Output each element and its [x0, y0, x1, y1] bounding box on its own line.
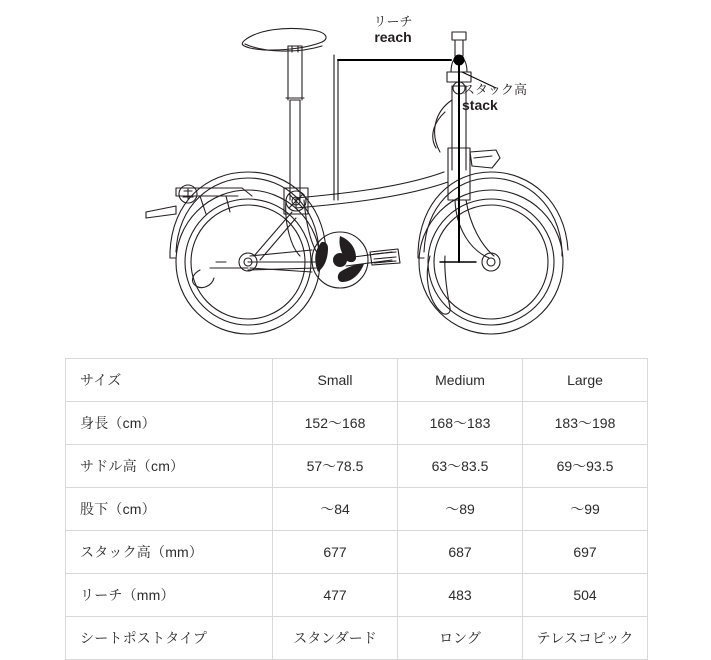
- table-row: [66, 617, 648, 660]
- handlebar-and-fork: [433, 32, 500, 258]
- row-label: サドル高（cm）: [66, 445, 273, 488]
- table-row: [66, 531, 648, 574]
- stack-annotation: [462, 82, 582, 114]
- reach-annotation: [338, 14, 448, 46]
- frame: [210, 100, 448, 270]
- table-header-large: Large: [523, 359, 648, 402]
- row-value: テレスコピック: [523, 617, 648, 660]
- reach-annotation-en: reach: [374, 29, 412, 46]
- rear-hub-detail: [193, 262, 226, 288]
- reach-annotation-jp: リーチ: [373, 14, 413, 29]
- row-value: ロング: [398, 617, 523, 660]
- table-row: [66, 574, 648, 617]
- row-label: 股下（cm）: [66, 488, 273, 531]
- table-row: [66, 445, 648, 488]
- row-value: スタンダード: [273, 617, 398, 660]
- measurement-origin-dot: [454, 55, 465, 66]
- row-value: 〜99: [523, 488, 648, 531]
- row-label: 身長（cm）: [66, 402, 273, 445]
- row-value: 677: [273, 531, 398, 574]
- size-spec-table: [65, 358, 648, 660]
- table-header-size: サイズ: [66, 359, 273, 402]
- row-value: 57〜78.5: [273, 445, 398, 488]
- row-label: シートポストタイプ: [66, 617, 273, 660]
- row-value: 483: [398, 574, 523, 617]
- row-value: 69〜93.5: [523, 445, 648, 488]
- table-row: [66, 488, 648, 531]
- row-value: 63〜83.5: [398, 445, 523, 488]
- table-header-medium: Medium: [398, 359, 523, 402]
- row-value: 168〜183: [398, 402, 523, 445]
- saddle-and-seatpost: [242, 28, 326, 100]
- row-value: 687: [398, 531, 523, 574]
- row-value: 〜84: [273, 488, 398, 531]
- table-row: [66, 402, 648, 445]
- size-spec-table-wrapper: [65, 358, 647, 660]
- row-label: リーチ（mm）: [66, 574, 273, 617]
- row-value: 477: [273, 574, 398, 617]
- row-value: 152〜168: [273, 402, 398, 445]
- stack-annotation-jp: スタック高: [462, 82, 528, 97]
- row-value: 697: [523, 531, 648, 574]
- row-value: 〜89: [398, 488, 523, 531]
- row-value: 504: [523, 574, 648, 617]
- row-label: スタック高（mm）: [66, 531, 273, 574]
- table-header-small: Small: [273, 359, 398, 402]
- row-value: 183〜198: [523, 402, 648, 445]
- stack-annotation-en: stack: [462, 97, 498, 114]
- table-header-row: [66, 359, 648, 402]
- rear-mudguard: [146, 172, 326, 258]
